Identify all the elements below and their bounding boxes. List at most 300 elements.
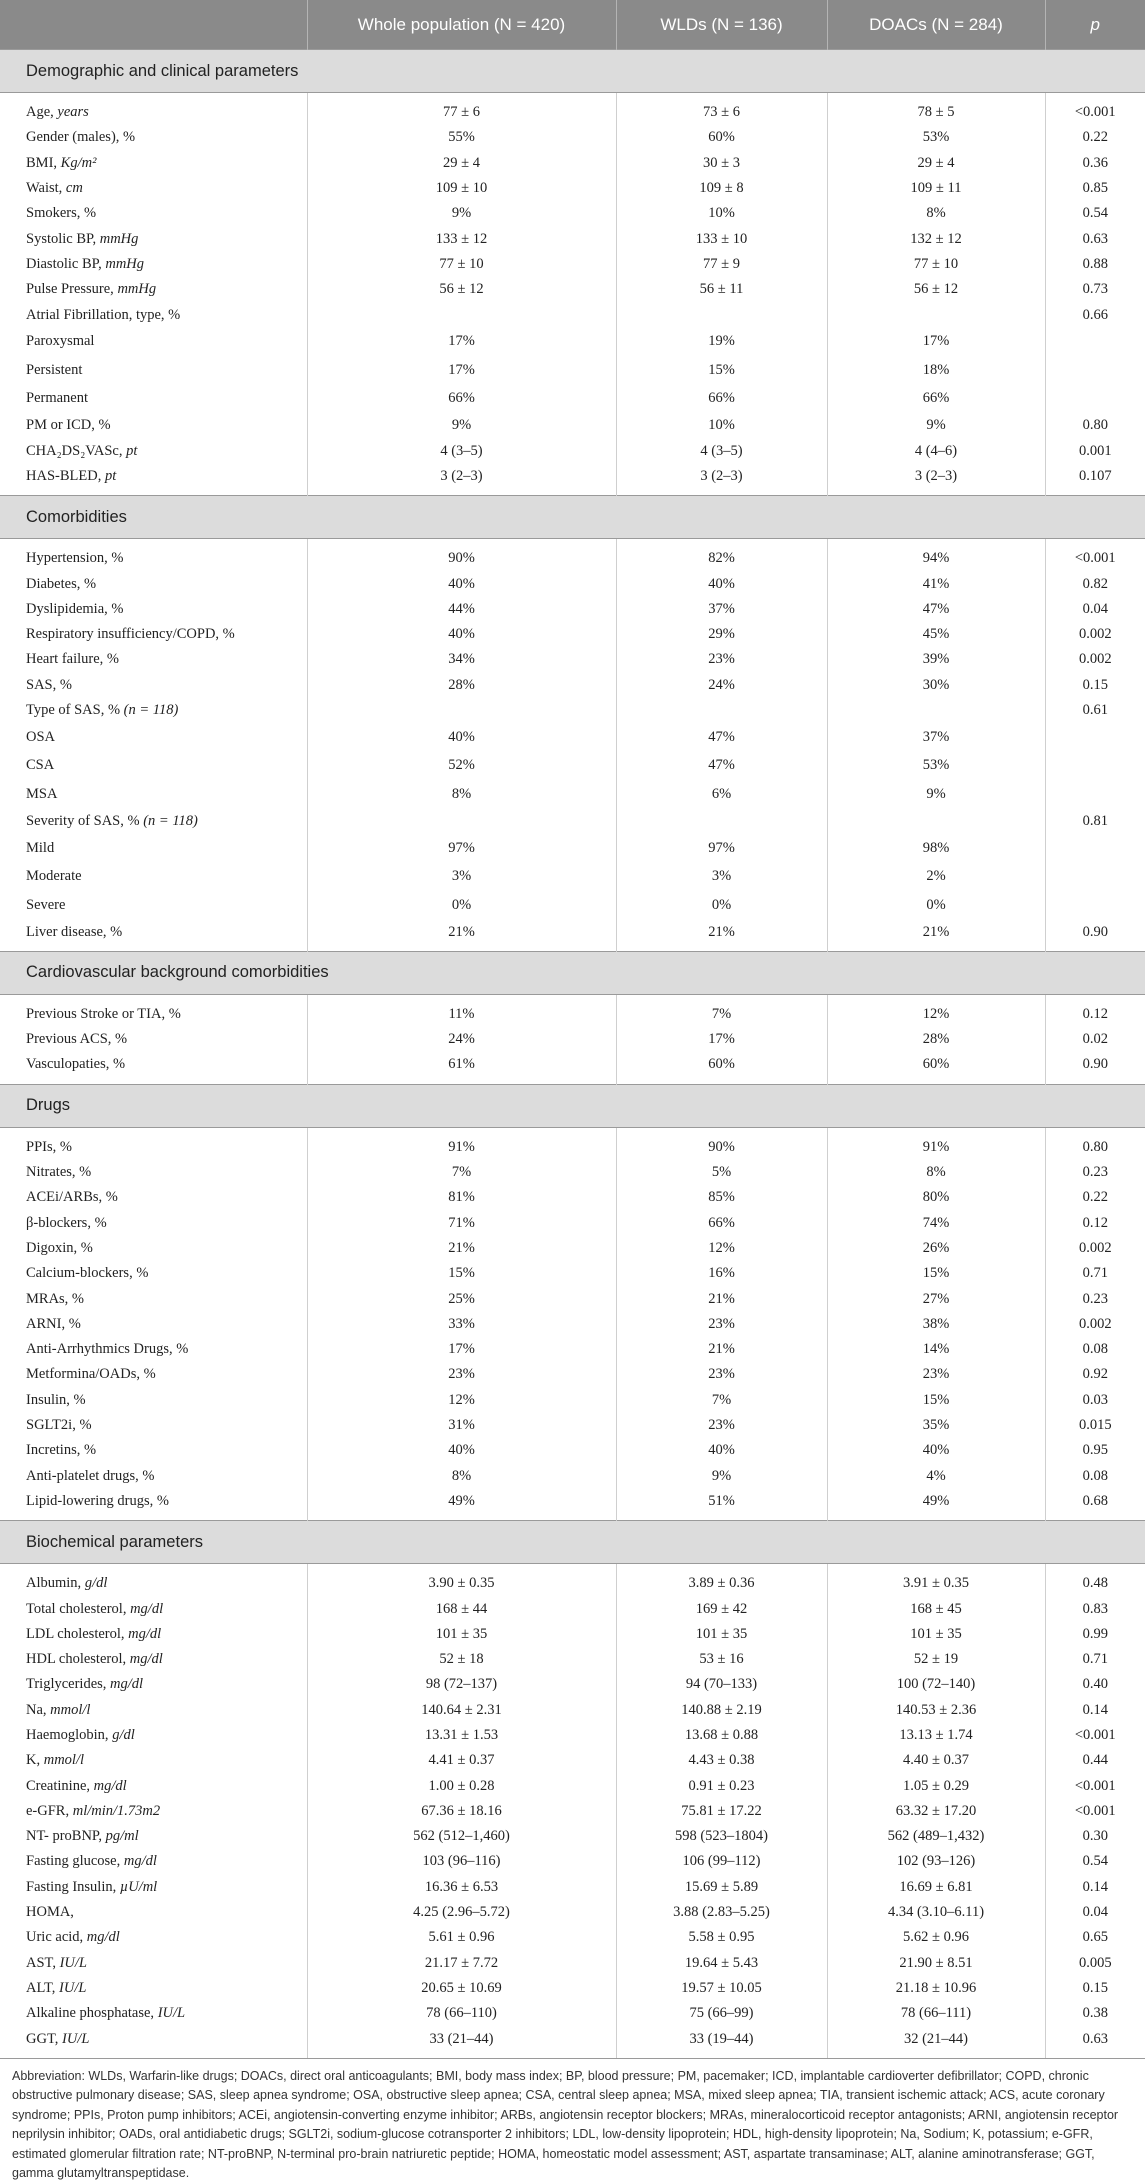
cell-whole-population: 1.00 ± 0.28: [307, 1773, 616, 1798]
row-label-text: Insulin, %: [26, 1391, 86, 1408]
cell-whole-population: 33 (21–44): [307, 2026, 616, 2057]
table-row: [0, 1723, 1145, 1748]
cell-p-value: 0.92: [1082, 1366, 1108, 1383]
cell-whole-population: 90%: [307, 539, 616, 572]
section-header: [0, 1521, 1145, 1564]
section-title: Cardiovascular background comorbidities: [0, 951, 1145, 994]
cell-doacs: 3.91 ± 0.35: [827, 1564, 1045, 1597]
cell-whole-population: 21%: [307, 1236, 616, 1261]
cell-whole-population: 44%: [307, 597, 616, 622]
row-label: [0, 1799, 307, 1824]
row-label-text: Permanent: [26, 390, 89, 407]
cell-wlds: 4.43 ± 0.38: [616, 1748, 827, 1773]
row-label-text: Dyslipidemia, %: [26, 600, 124, 617]
cell-doacs: 1.05 ± 0.29: [827, 1773, 1045, 1798]
row-label: [0, 1312, 307, 1337]
row-label-text: Atrial Fibrillation, type, %: [26, 306, 181, 323]
cell-whole-population: 34%: [307, 647, 616, 672]
row-label-text: Age,: [26, 104, 58, 121]
row-label: [0, 1489, 307, 1521]
cell-wlds: 15%: [616, 356, 827, 385]
table-row: [0, 723, 1145, 752]
table-row: [0, 1027, 1145, 1052]
cell-doacs: 98%: [827, 834, 1045, 863]
table-row: [0, 1185, 1145, 1210]
cell-doacs: [827, 809, 1045, 834]
cell-wlds: 106 (99–112): [616, 1849, 827, 1874]
cell-p-value: <0.001: [1074, 1777, 1116, 1794]
cell-doacs: 4.34 (3.10–6.11): [827, 1900, 1045, 1925]
row-label-text: Uric acid,: [26, 1929, 87, 1946]
cell-wlds: 37%: [616, 597, 827, 622]
row-label: [0, 125, 307, 150]
table-row: [0, 752, 1145, 781]
cell-whole-population: 25%: [307, 1286, 616, 1311]
cell-p-value: 0.68: [1082, 1492, 1108, 1509]
cell-p-value: 0.61: [1082, 701, 1108, 718]
table-row: [0, 809, 1145, 834]
table-row: [0, 1849, 1145, 1874]
table-row: [0, 1748, 1145, 1773]
cell-whole-population: 8%: [307, 1463, 616, 1488]
cell-wlds: 23%: [616, 1413, 827, 1438]
cell-p-value: 0.08: [1082, 1467, 1108, 1484]
cell-p-value: 0.71: [1082, 1265, 1108, 1282]
row-label: [0, 1261, 307, 1286]
row-label: [0, 1413, 307, 1438]
table-row: [0, 597, 1145, 622]
cell-doacs: 3 (2–3): [827, 464, 1045, 496]
row-unit: mg/dl: [130, 1600, 164, 1617]
cell-doacs: 26%: [827, 1236, 1045, 1261]
cell-whole-population: 71%: [307, 1211, 616, 1236]
cell-wlds: [616, 809, 827, 834]
cell-whole-population: 21.17 ± 7.72: [307, 1951, 616, 1976]
row-label-text: Albumin,: [26, 1575, 85, 1592]
cell-p-value: 0.04: [1082, 1904, 1108, 1921]
cell-doacs: 32 (21–44): [827, 2026, 1045, 2057]
cell-doacs: 21%: [827, 919, 1045, 951]
cell-doacs: 5.62 ± 0.96: [827, 1925, 1045, 1950]
table-row: [0, 1875, 1145, 1900]
cell-doacs: 9%: [827, 780, 1045, 809]
section-header: [0, 1084, 1145, 1127]
cell-whole-population: 40%: [307, 723, 616, 752]
row-label: [0, 1211, 307, 1236]
row-label: [0, 226, 307, 251]
cell-wlds: 16%: [616, 1261, 827, 1286]
table-row: [0, 647, 1145, 672]
header-whole-population: Whole population (N = 420): [307, 0, 616, 50]
row-label: [0, 1052, 307, 1084]
cell-wlds: 6%: [616, 780, 827, 809]
row-label: [0, 647, 307, 672]
row-unit: g/dl: [112, 1727, 135, 1743]
cell-p-value: 0.71: [1082, 1651, 1108, 1668]
cell-doacs: 21.90 ± 8.51: [827, 1951, 1045, 1976]
row-label: [0, 1723, 307, 1748]
cell-p-value: 0.005: [1078, 1954, 1112, 1971]
cell-wlds: 0%: [616, 891, 827, 920]
row-label-text: SGLT2i, %: [26, 1417, 92, 1434]
row-unit: ml/min/1.73m2: [72, 1802, 161, 1819]
cell-p-value: 0.48: [1082, 1575, 1108, 1592]
table-row: [0, 226, 1145, 251]
table-row: [0, 891, 1145, 920]
cell-wlds: 94 (70–133): [616, 1672, 827, 1697]
cell-whole-population: 0%: [307, 891, 616, 920]
cell-p-value: 0.80: [1082, 417, 1108, 434]
cell-whole-population: 91%: [307, 1127, 616, 1160]
cell-doacs: 168 ± 45: [827, 1596, 1045, 1621]
header-label-column: [0, 0, 307, 50]
table-row: [0, 1413, 1145, 1438]
row-label: [0, 328, 307, 357]
cell-wlds: 15.69 ± 5.89: [616, 1875, 827, 1900]
cell-p-value: 0.82: [1082, 575, 1108, 592]
cell-wlds: 33 (19–44): [616, 2026, 827, 2057]
cell-whole-population: [307, 302, 616, 327]
cell-p-value: 0.95: [1082, 1442, 1108, 1459]
cell-whole-population: 101 ± 35: [307, 1622, 616, 1647]
table-row: [0, 1388, 1145, 1413]
cell-whole-population: 15%: [307, 1261, 616, 1286]
row-label: [0, 277, 307, 302]
row-unit: pg/ml: [105, 1828, 139, 1845]
row-label: [0, 994, 307, 1027]
row-label-text: OSA: [26, 728, 56, 745]
row-label-text: ACEi/ARBs, %: [26, 1189, 118, 1206]
row-label: [0, 1824, 307, 1849]
row-label-text: Calcium-blockers, %: [26, 1265, 149, 1282]
cell-whole-population: 8%: [307, 780, 616, 809]
row-label-text: Metformina/OADs, %: [26, 1366, 156, 1383]
row-label-text: ALT,: [26, 1979, 60, 1996]
cell-whole-population: 4 (3–5): [307, 438, 616, 463]
cell-doacs: 9%: [827, 413, 1045, 438]
row-label-text: Na,: [26, 1701, 51, 1718]
row-label-text: e-GFR,: [26, 1802, 73, 1819]
row-label-text: Paroxysmal: [26, 333, 95, 350]
cell-whole-population: 24%: [307, 1027, 616, 1052]
cell-whole-population: 98 (72–137): [307, 1672, 616, 1697]
cell-wlds: 3.88 (2.83–5.25): [616, 1900, 827, 1925]
row-label: [0, 723, 307, 752]
cell-whole-population: 16.36 ± 6.53: [307, 1875, 616, 1900]
cell-whole-population: 562 (512–1,460): [307, 1824, 616, 1849]
cell-p-value: <0.001: [1074, 1802, 1116, 1819]
table-row: [0, 1211, 1145, 1236]
table-row: [0, 1160, 1145, 1185]
cell-whole-population: 12%: [307, 1388, 616, 1413]
table-row: [0, 1312, 1145, 1337]
row-label: [0, 1337, 307, 1362]
section-header: [0, 496, 1145, 539]
cell-doacs: 2%: [827, 862, 1045, 891]
row-label: [0, 1236, 307, 1261]
cell-whole-population: 21%: [307, 919, 616, 951]
cell-p-value: 0.63: [1082, 230, 1108, 247]
table-row: [0, 1286, 1145, 1311]
table-row: [0, 1596, 1145, 1621]
cell-whole-population: 17%: [307, 328, 616, 357]
row-label-text: Previous Stroke or TIA, %: [26, 1005, 181, 1022]
table-row: [0, 438, 1145, 463]
cell-whole-population: 40%: [307, 1438, 616, 1463]
cell-p-value: [1045, 752, 1145, 781]
cell-doacs: 8%: [827, 201, 1045, 226]
cell-wlds: 7%: [616, 994, 827, 1027]
cell-whole-population: 52%: [307, 752, 616, 781]
row-label: [0, 464, 307, 496]
row-unit: mg/dl: [86, 1929, 120, 1946]
cell-wlds: 9%: [616, 1463, 827, 1488]
row-label-text: BMI,: [26, 154, 61, 171]
cell-doacs: 21.18 ± 10.96: [827, 1976, 1045, 2001]
cell-whole-population: 9%: [307, 413, 616, 438]
cell-wlds: 24%: [616, 673, 827, 698]
cell-wlds: 101 ± 35: [616, 1622, 827, 1647]
cell-p-value: 0.015: [1078, 1417, 1112, 1434]
cell-whole-population: 17%: [307, 1337, 616, 1362]
cell-p-value: 0.44: [1082, 1752, 1108, 1769]
row-unit: IU/L: [59, 1954, 87, 1971]
row-label-text: Digoxin, %: [26, 1239, 93, 1256]
table-row: [0, 1647, 1145, 1672]
row-unit: IU/L: [157, 2005, 186, 2022]
cell-p-value: [1045, 723, 1145, 752]
cell-whole-population: 3 (2–3): [307, 464, 616, 496]
cell-doacs: 18%: [827, 356, 1045, 385]
cell-whole-population: 49%: [307, 1489, 616, 1521]
cell-doacs: 37%: [827, 723, 1045, 752]
row-label-text: Liver disease, %: [26, 923, 123, 940]
cell-wlds: 0.91 ± 0.23: [616, 1773, 827, 1798]
row-label-text: MSA: [26, 785, 58, 802]
row-label-text: CHA₂DS₂VASc,: [26, 442, 127, 459]
cell-wlds: 4 (3–5): [616, 438, 827, 463]
cell-wlds: 30 ± 3: [616, 151, 827, 176]
row-label-text: Anti-platelet drugs, %: [26, 1467, 155, 1484]
cell-doacs: 14%: [827, 1337, 1045, 1362]
cell-wlds: 75.81 ± 17.22: [616, 1799, 827, 1824]
cell-doacs: 40%: [827, 1438, 1045, 1463]
cell-doacs: 0%: [827, 891, 1045, 920]
table-row: [0, 1925, 1145, 1950]
cell-whole-population: 103 (96–116): [307, 1849, 616, 1874]
row-label: [0, 1185, 307, 1210]
cell-wlds: [616, 302, 827, 327]
row-unit: g/dl: [84, 1575, 108, 1592]
cell-p-value: 0.15: [1082, 1979, 1108, 1996]
row-label-text: AST,: [26, 1954, 60, 1971]
row-label: [0, 1438, 307, 1463]
row-label-text: Respiratory insufficiency/COPD, %: [26, 626, 235, 643]
table-row: [0, 539, 1145, 572]
table-row: [0, 1564, 1145, 1597]
table-row: [0, 1127, 1145, 1160]
section-title: Drugs: [0, 1084, 1145, 1127]
row-label: [0, 1647, 307, 1672]
cell-doacs: 27%: [827, 1286, 1045, 1311]
section-title: Comorbidities: [0, 496, 1145, 539]
cell-doacs: 12%: [827, 994, 1045, 1027]
cell-p-value: [1045, 328, 1145, 357]
table-row: [0, 1799, 1145, 1824]
cell-wlds: 40%: [616, 1438, 827, 1463]
table-row: [0, 919, 1145, 951]
row-unit: mg/dl: [128, 1625, 162, 1642]
cell-whole-population: 20.65 ± 10.69: [307, 1976, 616, 2001]
cell-p-value: 0.002: [1078, 651, 1112, 668]
row-label: [0, 622, 307, 647]
table-row: [0, 1261, 1145, 1286]
row-label-text: HAS-BLED,: [26, 467, 105, 484]
row-unit: pt: [126, 442, 138, 459]
cell-whole-population: 3.90 ± 0.35: [307, 1564, 616, 1597]
row-label-text: SAS, %: [26, 676, 72, 693]
cell-wlds: 10%: [616, 201, 827, 226]
row-label-text: Incretins, %: [26, 1442, 97, 1459]
cell-wlds: 169 ± 42: [616, 1596, 827, 1621]
cell-whole-population: 33%: [307, 1312, 616, 1337]
cell-wlds: 75 (66–99): [616, 2001, 827, 2026]
cell-whole-population: 97%: [307, 834, 616, 863]
cell-whole-population: 29 ± 4: [307, 151, 616, 176]
row-label: [0, 201, 307, 226]
table-row: [0, 93, 1145, 126]
row-unit: Kg/m²: [60, 154, 97, 171]
row-label: [0, 1773, 307, 1798]
cell-whole-population: 78 (66–110): [307, 2001, 616, 2026]
table-row: [0, 780, 1145, 809]
row-unit: mmHg: [99, 230, 139, 247]
cell-doacs: 140.53 ± 2.36: [827, 1698, 1045, 1723]
header-p-value: p: [1045, 0, 1145, 50]
cell-wlds: 17%: [616, 1027, 827, 1052]
cell-p-value: 0.12: [1082, 1005, 1108, 1022]
row-label-text: Diabetes, %: [26, 575, 97, 592]
cell-whole-population: 4.41 ± 0.37: [307, 1748, 616, 1773]
row-label: [0, 1286, 307, 1311]
row-label-text: Vasculopaties, %: [26, 1056, 126, 1073]
row-label: [0, 1698, 307, 1723]
cell-whole-population: 52 ± 18: [307, 1647, 616, 1672]
cell-wlds: 3%: [616, 862, 827, 891]
table-row: [0, 328, 1145, 357]
cell-wlds: 5.58 ± 0.95: [616, 1925, 827, 1950]
row-label: [0, 1622, 307, 1647]
cell-whole-population: 7%: [307, 1160, 616, 1185]
row-label: [0, 834, 307, 863]
table-row: [0, 1698, 1145, 1723]
row-label-text: Anti-Arrhythmics Drugs, %: [26, 1341, 189, 1358]
cell-whole-population: 3%: [307, 862, 616, 891]
cell-whole-population: 67.36 ± 18.16: [307, 1799, 616, 1824]
cell-whole-population: 109 ± 10: [307, 176, 616, 201]
cell-whole-population: 17%: [307, 356, 616, 385]
row-label: [0, 151, 307, 176]
row-label-text: Heart failure, %: [26, 651, 119, 668]
table-row: [0, 571, 1145, 596]
cell-doacs: 15%: [827, 1261, 1045, 1286]
row-label-text: Fasting Insulin,: [26, 1878, 120, 1895]
section-title: Demographic and clinical parameters: [0, 50, 1145, 93]
cell-p-value: 0.66: [1082, 306, 1108, 323]
table-row: [0, 464, 1145, 496]
cell-doacs: 35%: [827, 1413, 1045, 1438]
table-row: [0, 673, 1145, 698]
cell-doacs: 60%: [827, 1052, 1045, 1084]
cell-p-value: 0.30: [1082, 1828, 1108, 1845]
cell-p-value: 0.04: [1082, 600, 1108, 617]
row-label-text: Nitrates, %: [26, 1164, 92, 1181]
cell-p-value: 0.12: [1082, 1214, 1108, 1231]
table-row: [0, 176, 1145, 201]
cell-p-value: 0.85: [1082, 180, 1108, 197]
row-label-text: Pulse Pressure,: [26, 281, 118, 298]
table-row: [0, 1362, 1145, 1387]
cell-doacs: [827, 698, 1045, 723]
cell-doacs: 4%: [827, 1463, 1045, 1488]
cell-p-value: 0.54: [1082, 1853, 1108, 1870]
cell-doacs: 4.40 ± 0.37: [827, 1748, 1045, 1773]
table-row: [0, 2001, 1145, 2026]
table-row: [0, 1622, 1145, 1647]
table-row: [0, 1463, 1145, 1488]
cell-whole-population: 77 ± 6: [307, 93, 616, 126]
cell-p-value: 0.15: [1082, 676, 1108, 693]
row-unit: mmHg: [105, 255, 145, 272]
cell-whole-population: 13.31 ± 1.53: [307, 1723, 616, 1748]
row-label-text: Persistent: [26, 361, 83, 378]
cell-p-value: 0.38: [1082, 2005, 1108, 2022]
cell-p-value: [1045, 862, 1145, 891]
cell-p-value: 0.81: [1082, 812, 1108, 829]
table-row: [0, 1976, 1145, 2001]
row-unit: mmol/l: [50, 1701, 91, 1718]
row-label: [0, 356, 307, 385]
row-label: [0, 1362, 307, 1387]
cell-p-value: 0.08: [1082, 1341, 1108, 1358]
table-row: [0, 994, 1145, 1027]
table-row: [0, 252, 1145, 277]
cell-whole-population: 81%: [307, 1185, 616, 1210]
row-unit: mg/dl: [93, 1777, 127, 1794]
cell-wlds: 47%: [616, 752, 827, 781]
row-unit: (n = 118): [123, 701, 179, 718]
row-unit: IU/L: [59, 1979, 87, 1996]
row-label: [0, 1925, 307, 1950]
cell-wlds: 66%: [616, 385, 827, 414]
row-label: [0, 2026, 307, 2057]
row-label: [0, 891, 307, 920]
cell-doacs: 29 ± 4: [827, 151, 1045, 176]
table-row: [0, 622, 1145, 647]
cell-wlds: 40%: [616, 571, 827, 596]
cell-wlds: 10%: [616, 413, 827, 438]
section-title: Biochemical parameters: [0, 1521, 1145, 1564]
row-label: [0, 1976, 307, 2001]
cell-p-value: <0.001: [1074, 104, 1116, 121]
cell-p-value: [1045, 780, 1145, 809]
cell-p-value: [1045, 356, 1145, 385]
cell-doacs: 4 (4–6): [827, 438, 1045, 463]
cell-doacs: 53%: [827, 752, 1045, 781]
cell-p-value: [1045, 891, 1145, 920]
table-row: [0, 698, 1145, 723]
row-label-text: CSA: [26, 757, 55, 774]
